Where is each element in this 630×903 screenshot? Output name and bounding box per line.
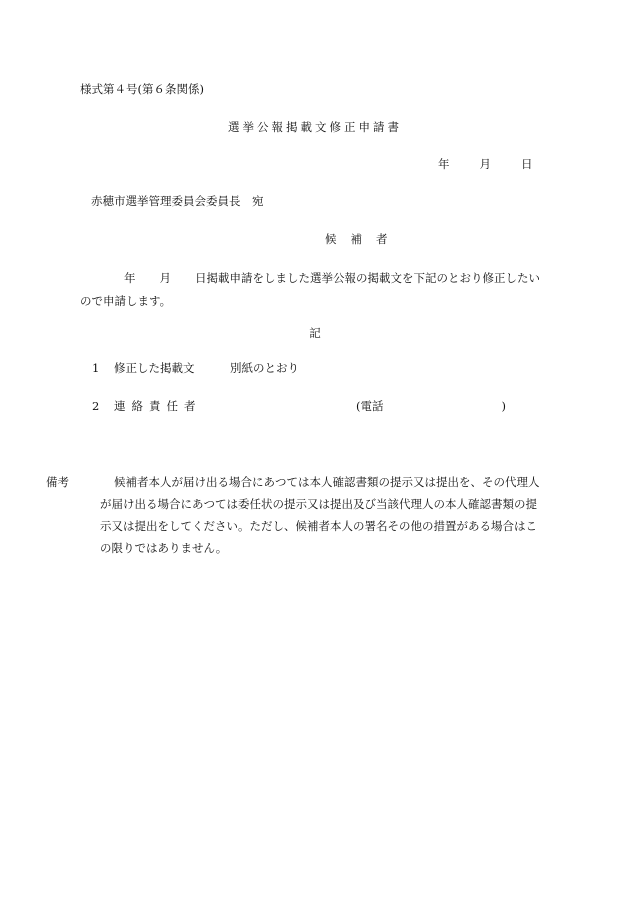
remarks-line-1-text: 候補者本人が届け出る場合にあつては本人確認書類の提示又は提出を、その代理人 bbox=[114, 475, 540, 489]
body-line-2: ので申請します。 bbox=[80, 294, 172, 308]
body-line-1 bbox=[80, 267, 550, 290]
item-2-tel-open: (電話 bbox=[356, 399, 384, 413]
date-day: 日 bbox=[521, 157, 533, 171]
candidate-label: 候補者 bbox=[325, 232, 402, 246]
date-month: 月 bbox=[479, 157, 491, 171]
date-year: 年 bbox=[438, 157, 450, 171]
item-2-number: 2 bbox=[92, 399, 100, 413]
body-year: 年 bbox=[124, 271, 136, 285]
document-title: 選挙公報掲載文修正申請書 bbox=[228, 120, 402, 134]
date-line bbox=[438, 156, 533, 172]
remarks bbox=[46, 471, 550, 559]
item-2-label: 連絡責任者 bbox=[114, 399, 202, 413]
remarks-line-3: 示又は提出をしてください。ただし、候補者本人の署名その他の措置がある場合はこ bbox=[100, 519, 537, 533]
body-month: 月 bbox=[159, 271, 171, 285]
body-line-1-rest: 日掲載申請をしました選挙公報の掲載文を下記のとおり修正したい bbox=[195, 271, 540, 285]
remarks-line-2: が届け出る場合にあつては委任状の提示又は提出及び当該代理人の本人確認書類の提 bbox=[100, 497, 537, 511]
body-text bbox=[80, 267, 550, 313]
remarks-line-4: の限りではありません。 bbox=[100, 541, 228, 555]
ki-heading: 記 bbox=[309, 326, 321, 340]
remarks-line-1 bbox=[46, 471, 550, 493]
item-1-value: 別紙のとおり bbox=[230, 361, 299, 375]
form-number: 様式第４号(第６条関係) bbox=[80, 82, 204, 96]
item-2 bbox=[92, 398, 506, 414]
item-1-label: 修正した掲載文 bbox=[114, 361, 195, 375]
item-1 bbox=[92, 360, 299, 376]
item-1-number: 1 bbox=[92, 361, 100, 375]
addressee: 赤穂市選挙管理委員会委員長 宛 bbox=[91, 194, 264, 208]
item-2-tel-close: ) bbox=[501, 399, 506, 413]
remarks-heading: 備考 bbox=[46, 475, 69, 489]
